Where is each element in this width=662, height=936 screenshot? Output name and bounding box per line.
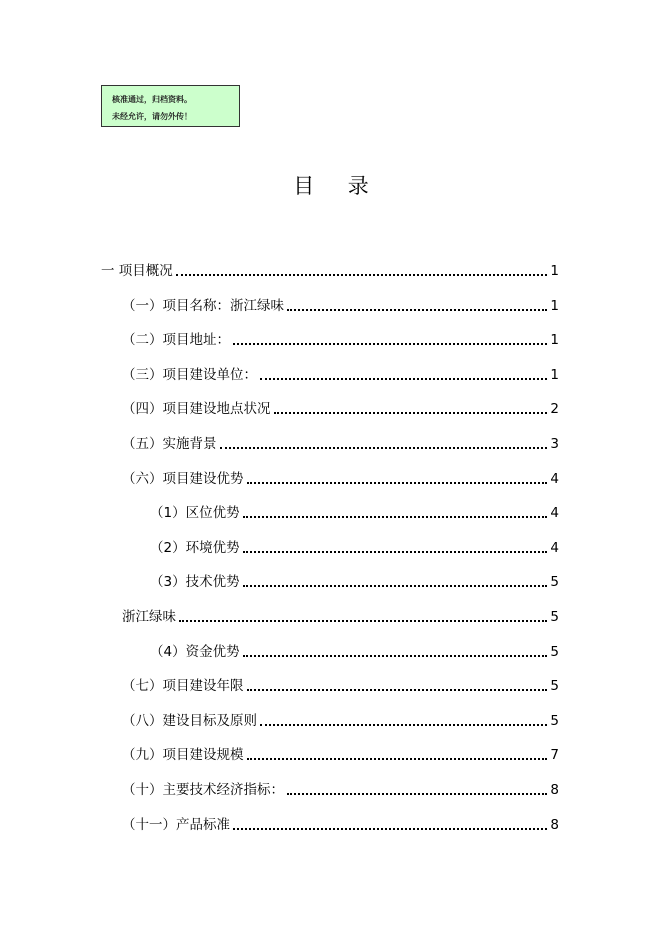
- toc-entry[interactable]: [122, 431, 559, 453]
- toc-entry-label: （六）项目建设优势: [122, 470, 244, 487]
- toc-entry[interactable]: [101, 258, 559, 280]
- toc-entry[interactable]: [122, 466, 559, 488]
- toc-dot-leader: [287, 793, 547, 795]
- toc-entry-page-number: 5: [550, 609, 559, 625]
- toc-entry-page-number: 5: [550, 643, 559, 660]
- toc-dot-leader: [260, 724, 547, 726]
- toc-entry-label: （十一）产品标准: [122, 816, 230, 833]
- toc-dot-leader: [247, 482, 548, 484]
- toc-entry-page-number: 4: [550, 505, 559, 522]
- toc-entry-page-number: 4: [550, 470, 559, 487]
- toc-entry[interactable]: [122, 708, 559, 730]
- notice-line-2: 未经允许，请勿外传！: [112, 112, 192, 121]
- toc-entry-label: （4）资金优势: [150, 643, 240, 660]
- toc-entry-page-number: 8: [550, 782, 559, 798]
- toc-entry-label: （七）项目建设年限: [122, 678, 244, 695]
- toc-entry[interactable]: [122, 604, 559, 626]
- toc-entry[interactable]: [122, 293, 559, 315]
- toc-entry-page-number: 1: [550, 332, 559, 349]
- toc-entry[interactable]: [122, 673, 559, 695]
- toc-entry[interactable]: [150, 569, 559, 591]
- toc-entry-label: （2）环境优势: [150, 539, 240, 556]
- toc-entry-page-number: 7: [550, 747, 559, 764]
- toc-entry-label: （3）技术优势: [150, 574, 240, 591]
- toc-dot-leader: [274, 412, 548, 414]
- toc-entry[interactable]: [150, 535, 559, 557]
- toc-entry[interactable]: [122, 777, 559, 799]
- toc-entry[interactable]: [122, 396, 559, 418]
- toc-entry-label: （1）区位优势: [150, 505, 240, 522]
- toc-entry-page-number: 5: [550, 574, 559, 591]
- toc-entry[interactable]: [150, 639, 559, 661]
- toc-entry[interactable]: [122, 362, 559, 384]
- toc-entry-label: （五）实施背景: [122, 436, 217, 452]
- toc-entry-page-number: 2: [550, 401, 559, 418]
- toc-entry[interactable]: [150, 500, 559, 522]
- toc-entry-label: （九）项目建设规模: [122, 747, 244, 764]
- toc-entry-page-number: 1: [550, 297, 559, 314]
- toc-entry-label: （二）项目地址：: [122, 332, 230, 349]
- toc-entry-page-number: 1: [550, 263, 559, 279]
- toc-dot-leader: [243, 551, 548, 553]
- toc-dot-leader: [287, 309, 547, 311]
- toc-entry-label: （十）主要技术经济指标：: [122, 782, 284, 798]
- toc-dot-leader: [220, 447, 548, 449]
- toc-dot-leader: [233, 828, 547, 830]
- toc-dot-leader: [179, 620, 547, 622]
- toc-dot-leader: [243, 516, 548, 518]
- toc-dot-leader: [260, 378, 547, 380]
- toc-entry[interactable]: [122, 327, 559, 349]
- toc-entry-label: （三）项目建设单位：: [122, 366, 257, 383]
- approval-notice-box: [101, 85, 240, 127]
- toc-entry[interactable]: [122, 742, 559, 764]
- toc-entry-label: （四）项目建设地点状况: [122, 401, 271, 418]
- toc-entry-label: 浙江绿味: [122, 609, 176, 625]
- toc-entry-label: 一 项目概况: [101, 263, 173, 279]
- notice-line-1: 核准通过，归档资料。: [112, 95, 192, 104]
- toc-dot-leader: [247, 758, 548, 760]
- toc-entry-label: （一）项目名称：浙江绿味: [122, 297, 284, 314]
- toc-entry-label: （八）建设目标及原则: [122, 712, 257, 729]
- toc-entry-page-number: 5: [550, 712, 559, 729]
- page-title: 目录: [293, 174, 403, 198]
- toc-entry-page-number: 5: [550, 678, 559, 695]
- toc-entry-page-number: 3: [550, 436, 559, 452]
- toc-entry-page-number: 1: [550, 366, 559, 383]
- toc-dot-leader: [176, 274, 548, 276]
- toc-entry-page-number: 4: [550, 539, 559, 556]
- toc-dot-leader: [247, 689, 548, 691]
- toc-dot-leader: [243, 655, 548, 657]
- toc-entry[interactable]: [122, 812, 559, 834]
- toc-dot-leader: [243, 585, 548, 587]
- toc-entry-page-number: 8: [550, 816, 559, 833]
- toc-dot-leader: [233, 343, 547, 345]
